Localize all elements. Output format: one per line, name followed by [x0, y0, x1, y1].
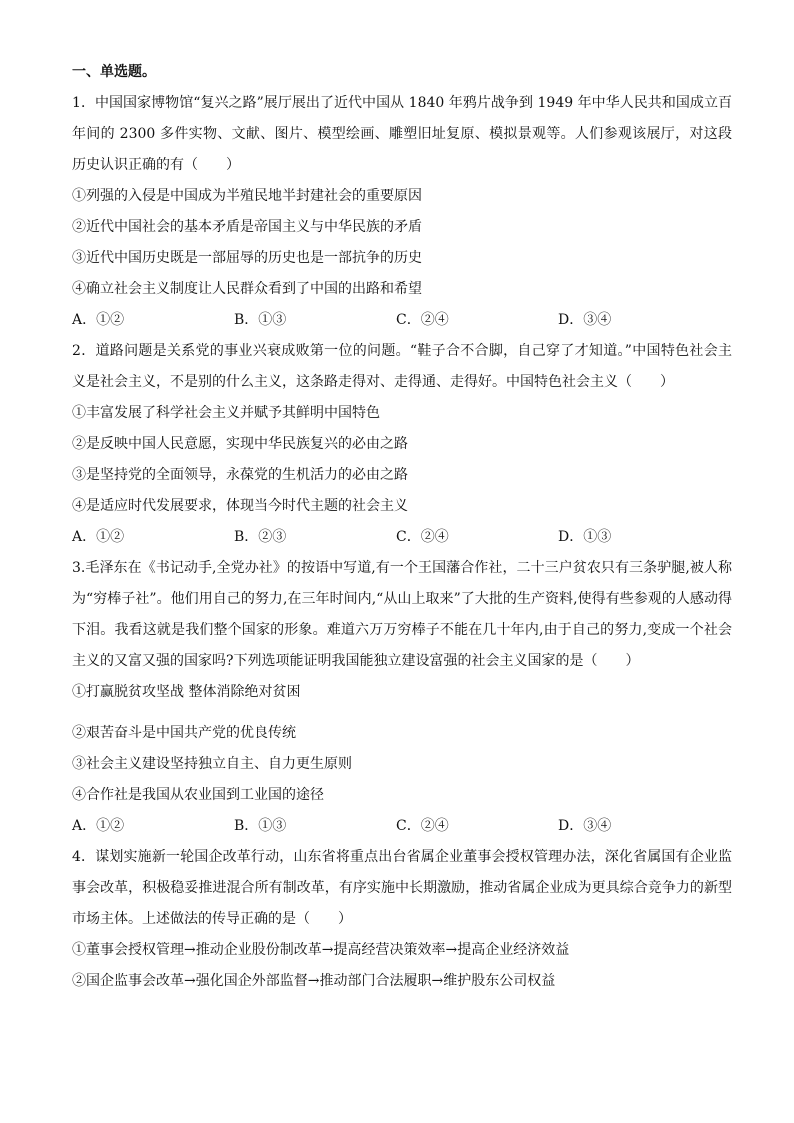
question-1 [72, 88, 732, 336]
statement: ③近代中国历史既是一部屈辱的历史也是一部抗争的历史 [72, 250, 422, 266]
answer-options [72, 811, 732, 842]
answer-options [72, 522, 732, 553]
statement: ②艰苦奋斗是中国共产党的优良传统 [72, 725, 296, 741]
statement: ④确立社会主义制度让人民群众看到了中国的出路和希望 [72, 281, 422, 297]
option-a[interactable]: A．①② [72, 818, 125, 834]
question-stem: 2．道路问题是关系党的事业兴衰成败第一位的问题。“鞋子合不合脚，自己穿了才知道。”中国特色社会主义是社会主义，不是别的什么主义，这条路走得对、走得通、走得好。中国特色社会主义（ ） [72, 343, 732, 390]
statement: ③是坚持党的全面领导，永葆党的生机活力的必由之路 [72, 467, 408, 483]
statement: ②是反映中国人民意愿，实现中华民族复兴的必由之路 [72, 436, 408, 452]
option-a[interactable]: A．①② [72, 312, 125, 328]
section-title: 一、单选题。 [72, 64, 156, 80]
option-c[interactable]: C．②④ [396, 818, 449, 834]
statement: ④合作社是我国从农业国到工业国的途径 [72, 787, 324, 803]
question-3 [72, 553, 732, 842]
question-stem: 1．中国国家博物馆“复兴之路”展厅展出了近代中国从 1840 年鸦片战争到 1949 年中华人民共和国成立百年间的 2300 多件实物、文献、图片、模型绘画、雕塑旧址复原、模拟景观等。人们参观该展厅，对这段历史认识正确的有（ ） [72, 95, 732, 173]
question-stem: 3.毛泽东在《书记动手,全党办社》的按语中写道,有一个王国藩合作社，二十三户贫农只有三条驴腿,被人称为“穷棒子社”。他们用自己的努力,在三年时间内,“从山上取来”了大批的生产资料,使得有些参观的人感动得下泪。我看这就是我们整个国家的形象。难道六万万穷棒子不能在几十年内,由于自己的努力,变成一个社会主义的又富又强的国家吗?下列选项能证明我国能独立建设富强的社会主义国家的是（ ） [72, 560, 732, 669]
option-d[interactable]: D．③④ [558, 818, 612, 834]
option-b[interactable]: B．②③ [234, 529, 287, 545]
option-b[interactable]: B．①③ [234, 312, 287, 328]
statement: ①丰富发展了科学社会主义并赋予其鲜明中国特色 [72, 405, 380, 421]
question-2 [72, 336, 732, 553]
option-d[interactable]: D．③④ [558, 312, 612, 328]
option-a[interactable]: A．①② [72, 529, 125, 545]
option-b[interactable]: B．①③ [234, 818, 287, 834]
question-4 [72, 842, 732, 997]
answer-options [72, 305, 732, 336]
option-c[interactable]: C．②④ [396, 312, 449, 328]
spacer [72, 708, 732, 718]
statement: ②国企监事会改革→强化国企外部监督→推动部门合法履职→维护股东公司权益 [72, 973, 556, 989]
option-c[interactable]: C．②④ [396, 529, 449, 545]
statement: ①列强的入侵是中国成为半殖民地半封建社会的重要原因 [72, 188, 422, 204]
exam-page [72, 62, 732, 997]
statement: ①打赢脱贫攻坚战 整体消除绝对贫困 [72, 684, 301, 700]
statement: ③社会主义建设坚持独立自主、自力更生原则 [72, 756, 352, 772]
statement: ④是适应时代发展要求，体现当今时代主题的社会主义 [72, 498, 408, 514]
statement: ①董事会授权管理→推动企业股份制改革→提高经营决策效率→提高企业经济效益 [72, 942, 570, 958]
statement: ②近代中国社会的基本矛盾是帝国主义与中华民族的矛盾 [72, 219, 422, 235]
question-stem: 4．谋划实施新一轮国企改革行动，山东省将重点出台省属企业董事会授权管理办法，深化省属国有企业监事会改革，积极稳妥推进混合所有制改革，有序实施中长期激励，推动省属企业成为更具综合竞争力的新型市场主体。上述做法的传导正确的是（ ） [72, 849, 732, 927]
option-d[interactable]: D．①③ [558, 529, 612, 545]
